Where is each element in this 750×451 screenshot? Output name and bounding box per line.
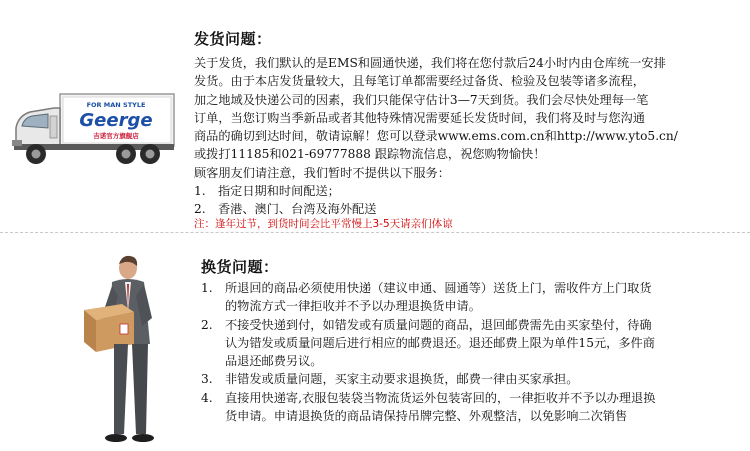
exchange-section [0,236,750,451]
shipping-line: 顾客朋友们请注意，我们暂时不提供以下服务： [194,165,450,180]
list-line: 不接受快递到付，如错发或有质量问题的商品，退回邮费需先由买家垫付，待确 [225,317,652,332]
shipping-paragraph [194,54,678,182]
list-item [201,389,721,426]
list-number: 1. [194,184,206,198]
list-number: 1. [201,281,213,295]
truck-logo-tagline: FOR MAN STYLE [86,101,146,109]
list-item [201,370,721,388]
list-line: 货申请。申请退换货的商品请保持吊牌完整、外观整洁，以免影响二次销售 [225,409,628,424]
list-line: 直接用快递寄,衣服包装袋当物流货运外包装寄回的，一律拒收并不予以办理退换 [225,390,656,405]
shipping-line: 关于发货，我们默认的是EMS和圆通快递，我们将在您付款后24小时内由仓库统一安排 [194,56,666,70]
list-item [201,316,721,371]
list-text: 香港、澳门、台湾及海外配送 [218,202,377,217]
section-divider [0,232,750,233]
list-number: 3. [201,372,213,387]
list-number: 2. [201,317,213,332]
exchange-title: 换货问题： [201,258,279,276]
shipping-line: 商品的确切到达时间，敬请谅解！您可以登录www.ems.com.cn和http://www.yto5.cn/ [194,129,678,144]
list-line: 非错发或质量问题，买家主动要求退换货，邮费一律由买家承担。 [225,372,579,387]
list-line: 认为错发或质量问题后进行相应的邮费退还。退还邮费上限为单件15元，多件商 [225,335,655,350]
list-item [194,182,376,200]
list-number: 4. [201,390,213,405]
list-line: 的物流方式一律拒收并不予以办理退换货申请。 [225,299,481,314]
shipping-title: 发货问题： [194,30,272,48]
list-line: 品退还邮费另议。 [225,354,323,369]
list-item [201,279,721,316]
shipping-line: 或拨打11185和021-69777888 跟踪物流信息，祝您购物愉快！ [194,147,546,162]
exchange-rules-list [201,279,721,425]
shipping-line: 加之地域及快递公司的因素，我们只能保守估计3—7天到货。我们会尽快处理每一笔 [194,92,649,107]
delivery-truck-illustration [8,90,178,168]
truck-logo-store: 吉诺官方旗舰店 [93,132,139,140]
shipping-line: 发货。由于本店发货量较大，且每笔订单都需要经过备货、检验及包装等诸多流程， [194,74,645,89]
list-line: 所退回的商品必须使用快递（建议申通、圆通等）送货上门，需收件方上门取货 [225,281,652,295]
shipping-line: 订单，当您订购当季新品或者其他特殊情况需要延长发货时间，我们将及时与您沟通 [194,110,645,125]
holiday-notice: 注：逢年过节，到货时间会比平常慢上3-5天请亲们体谅 [194,218,453,230]
unsupported-services-list [194,182,376,219]
list-text: 指定日期和时间配送； [218,184,340,198]
list-number: 2. [194,202,206,217]
truck-logo-brand: Geerge [79,110,153,131]
